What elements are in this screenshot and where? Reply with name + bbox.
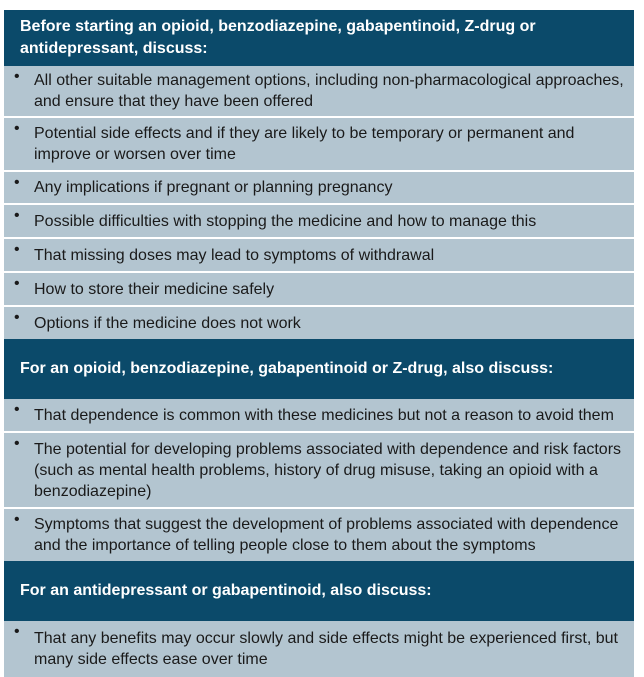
bullet: • bbox=[14, 174, 20, 191]
list-item: • The potential for developing problems associated with dependence and risk factors (such as mental health problems, history of drug misuse, taking an opioid with a benzodiazepine) bbox=[4, 433, 634, 509]
bullet: • bbox=[14, 401, 20, 418]
bullet: • bbox=[14, 68, 20, 85]
discussion-checklist-table bbox=[4, 10, 634, 677]
list-item: • That missing doses may lead to symptoms of withdrawal bbox=[4, 239, 634, 273]
bullet: • bbox=[14, 120, 20, 137]
list-item: • Symptoms that suggest the development of problems associated with dependence and the importance of telling people close to them about the symptoms bbox=[4, 509, 634, 561]
section-heading-opioid-benzodiazepine: For an opioid, benzodiazepine, gabapentinoid or Z-drug, also discuss: bbox=[4, 339, 634, 399]
section-heading-before-starting: Before starting an opioid, benzodiazepine, gabapentinoid, Z-drug or antidepressant, discuss: bbox=[4, 10, 634, 66]
bullet: • bbox=[14, 207, 20, 224]
list-item: • Potential side effects and if they are likely to be temporary or permanent and improve or worsen over time bbox=[4, 118, 634, 172]
list-item: • Any implications if pregnant or planning pregnancy bbox=[4, 172, 634, 205]
bullet: • bbox=[14, 623, 20, 640]
bullet: • bbox=[14, 275, 20, 292]
list-item: • All other suitable management options, including non-pharmacological approaches, and ensure that they have been offered bbox=[4, 66, 634, 118]
section-heading-antidepressant-gabapentinoid: For an antidepressant or gabapentinoid, also discuss: bbox=[4, 561, 634, 621]
list-item: • How to store their medicine safely bbox=[4, 273, 634, 307]
bullet: • bbox=[14, 309, 20, 326]
bullet: • bbox=[14, 435, 20, 452]
bullet: • bbox=[14, 241, 20, 258]
bullet: • bbox=[14, 511, 20, 528]
list-item: • That dependence is common with these medicines but not a reason to avoid them bbox=[4, 399, 634, 433]
list-item: • Possible difficulties with stopping the medicine and how to manage this bbox=[4, 205, 634, 239]
list-item: • Options if the medicine does not work bbox=[4, 307, 634, 339]
list-item: • That any benefits may occur slowly and side effects might be experienced first, but many side effects ease over time bbox=[4, 621, 634, 677]
